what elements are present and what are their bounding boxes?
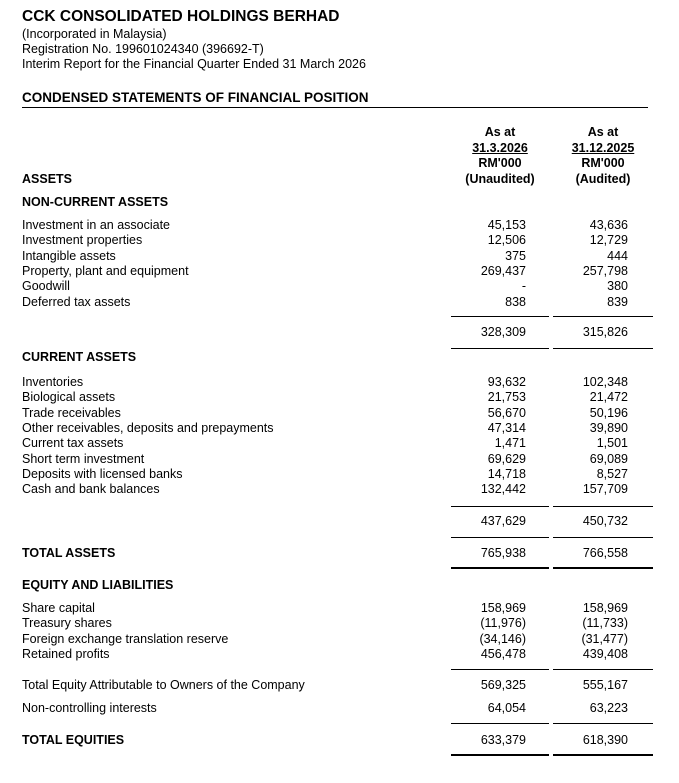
section-non-current-assets: NON-CURRENT ASSETS	[22, 195, 169, 209]
equity-item-value-current: (34,146)	[479, 631, 526, 646]
equity-owners-row	[22, 678, 642, 693]
equity-item-row	[22, 632, 642, 647]
column-header-current-asat: As at	[484, 125, 516, 139]
non-current-asset-value-prior: 257,798	[582, 263, 628, 278]
column-header-prior	[553, 125, 653, 187]
equity-owners-label: Total Equity Attributable to Owners of the Company	[22, 678, 305, 692]
non-current-asset-label: Goodwill	[22, 279, 70, 294]
equity-item-row	[22, 616, 642, 631]
non-current-asset-row	[22, 249, 642, 264]
non-current-asset-row	[22, 264, 642, 279]
equity-owners-prior: 555,167	[582, 678, 628, 692]
total-equities-prior: 618,390	[582, 733, 628, 747]
section-equity-liabilities: EQUITY AND LIABILITIES	[22, 578, 174, 592]
report-period: Interim Report for the Financial Quarter Ended 31 March 2026	[22, 57, 366, 71]
column-header-prior-asat: As at	[587, 125, 619, 139]
current-asset-value-current: 56,670	[487, 405, 526, 420]
current-total-prior: 450,732	[582, 514, 628, 528]
current-asset-row	[22, 406, 642, 421]
current-asset-value-prior: 1,501	[596, 436, 628, 451]
nci-prior: 63,223	[589, 701, 628, 715]
total-equities-label: TOTAL EQUITIES	[22, 733, 125, 747]
column-header-prior-status: (Audited)	[575, 171, 631, 186]
equity-item-value-current: 456,478	[480, 646, 526, 661]
current-asset-value-current: 132,442	[480, 482, 526, 497]
equity-subtotal-rule-prior	[553, 669, 653, 670]
equity-item-label: Retained profits	[22, 646, 110, 661]
current-asset-row	[22, 375, 642, 390]
current-subtotal-bottom-rule-prior	[553, 537, 653, 538]
non-current-asset-value-current: 12,506	[487, 233, 526, 248]
non-current-asset-label: Investment in an associate	[22, 218, 170, 232]
equity-owners-current: 569,325	[480, 678, 526, 692]
equity-item-row	[22, 647, 642, 662]
column-header-prior-date: 31.12.2025	[571, 140, 635, 155]
total-equities-top-rule-current	[451, 723, 549, 724]
column-header-current	[452, 125, 548, 187]
total-equities-row	[22, 733, 642, 748]
non-current-total-row	[22, 325, 642, 340]
non-current-asset-value-prior: 444	[607, 248, 628, 263]
statement-title: CONDENSED STATEMENTS OF FINANCIAL POSITION	[22, 90, 369, 105]
current-subtotal-rule-current	[451, 506, 549, 507]
subtotal-bottom-rule-prior	[553, 348, 653, 349]
current-asset-row	[22, 452, 642, 467]
current-asset-value-current: 14,718	[487, 466, 526, 481]
non-current-asset-value-prior: 839	[607, 294, 628, 309]
current-asset-value-prior: 50,196	[589, 405, 628, 420]
current-asset-value-current: 47,314	[487, 420, 526, 435]
equity-item-value-current: 158,969	[480, 601, 526, 615]
current-asset-value-prior: 157,709	[582, 482, 628, 497]
equity-item-label: Foreign exchange translation reserve	[22, 631, 229, 646]
column-header-prior-unit: RM'000	[581, 156, 625, 170]
non-current-asset-value-prior: 12,729	[589, 233, 628, 248]
current-asset-label: Deposits with licensed banks	[22, 466, 183, 481]
current-asset-row	[22, 390, 642, 405]
current-asset-label: Inventories	[22, 375, 84, 389]
total-equities-rule-prior	[553, 754, 653, 756]
non-current-asset-value-current: -	[521, 279, 526, 294]
non-current-asset-value-current: 838	[505, 294, 526, 309]
equity-item-value-current: (11,976)	[480, 616, 526, 631]
current-asset-value-prior: 21,472	[589, 390, 628, 405]
current-asset-value-current: 93,632	[487, 375, 526, 389]
non-current-asset-value-current: 45,153	[487, 218, 526, 232]
equity-item-value-prior: 158,969	[582, 601, 628, 615]
current-asset-value-prior: 69,089	[589, 451, 628, 466]
total-equities-current: 633,379	[480, 733, 526, 747]
current-asset-label: Current tax assets	[22, 436, 124, 451]
column-header-current-status: (Unaudited)	[465, 171, 535, 186]
current-asset-row	[22, 436, 642, 451]
equity-item-value-prior: 439,408	[582, 646, 628, 661]
current-subtotal-rule-prior	[553, 506, 653, 507]
current-asset-row	[22, 467, 642, 482]
current-asset-value-prior: 39,890	[589, 420, 628, 435]
current-asset-label: Other receivables, deposits and prepayments	[22, 420, 274, 435]
total-assets-rule-prior	[553, 567, 653, 569]
current-asset-label: Short term investment	[22, 451, 145, 466]
total-assets-rule-current	[451, 567, 549, 569]
current-asset-value-current: 21,753	[487, 390, 526, 405]
current-asset-row	[22, 482, 642, 497]
total-equities-rule-current	[451, 754, 549, 756]
total-assets-current: 765,938	[480, 546, 526, 560]
current-subtotal-bottom-rule-current	[451, 537, 549, 538]
subtotal-bottom-rule-current	[451, 348, 549, 349]
current-asset-label: Cash and bank balances	[22, 482, 160, 497]
non-current-asset-value-prior: 43,636	[589, 218, 628, 232]
equity-item-label: Share capital	[22, 601, 95, 615]
incorporation-note: (Incorporated in Malaysia)	[22, 27, 167, 41]
non-current-asset-value-current: 269,437	[480, 263, 526, 278]
total-assets-label: TOTAL ASSETS	[22, 546, 116, 560]
section-assets: ASSETS	[22, 172, 73, 186]
nci-current: 64,054	[487, 701, 526, 715]
equity-item-label: Treasury shares	[22, 616, 112, 631]
non-current-asset-row	[22, 233, 642, 248]
subtotal-rule-current	[451, 316, 549, 317]
registration-number: Registration No. 199601024340 (396692-T)	[22, 42, 264, 56]
non-current-asset-label: Intangible assets	[22, 248, 116, 263]
current-asset-value-current: 1,471	[494, 436, 526, 451]
equity-subtotal-rule-current	[451, 669, 549, 670]
nci-label: Non-controlling interests	[22, 701, 157, 715]
current-asset-label: Biological assets	[22, 390, 116, 405]
non-current-total-current: 328,309	[480, 325, 526, 339]
current-asset-value-prior: 8,527	[596, 466, 628, 481]
non-current-asset-label: Property, plant and equipment	[22, 263, 189, 278]
non-current-asset-row	[22, 279, 642, 294]
equity-item-row	[22, 601, 642, 616]
current-asset-row	[22, 421, 642, 436]
nci-row	[22, 701, 642, 716]
total-assets-row	[22, 546, 642, 561]
non-current-asset-value-current: 375	[505, 248, 526, 263]
non-current-asset-value-prior: 380	[607, 279, 628, 294]
column-header-current-date: 31.3.2026	[472, 140, 528, 155]
non-current-asset-row	[22, 295, 642, 310]
company-name: CCK CONSOLIDATED HOLDINGS BERHAD	[22, 8, 340, 25]
equity-item-value-prior: (11,733)	[582, 616, 628, 631]
current-total-current: 437,629	[480, 514, 526, 528]
current-asset-value-prior: 102,348	[582, 375, 628, 389]
non-current-asset-label: Investment properties	[22, 233, 143, 248]
non-current-asset-label: Deferred tax assets	[22, 294, 131, 309]
title-divider	[22, 107, 648, 108]
current-asset-value-current: 69,629	[487, 451, 526, 466]
non-current-asset-row	[22, 218, 642, 233]
subtotal-rule-prior	[553, 316, 653, 317]
non-current-total-prior: 315,826	[582, 325, 628, 339]
equity-item-value-prior: (31,477)	[581, 631, 628, 646]
column-header-current-unit: RM'000	[478, 156, 522, 170]
total-equities-top-rule-prior	[553, 723, 653, 724]
current-total-row	[22, 514, 642, 529]
total-assets-prior: 766,558	[582, 546, 628, 560]
section-current-assets: CURRENT ASSETS	[22, 350, 137, 364]
current-asset-label: Trade receivables	[22, 405, 121, 420]
